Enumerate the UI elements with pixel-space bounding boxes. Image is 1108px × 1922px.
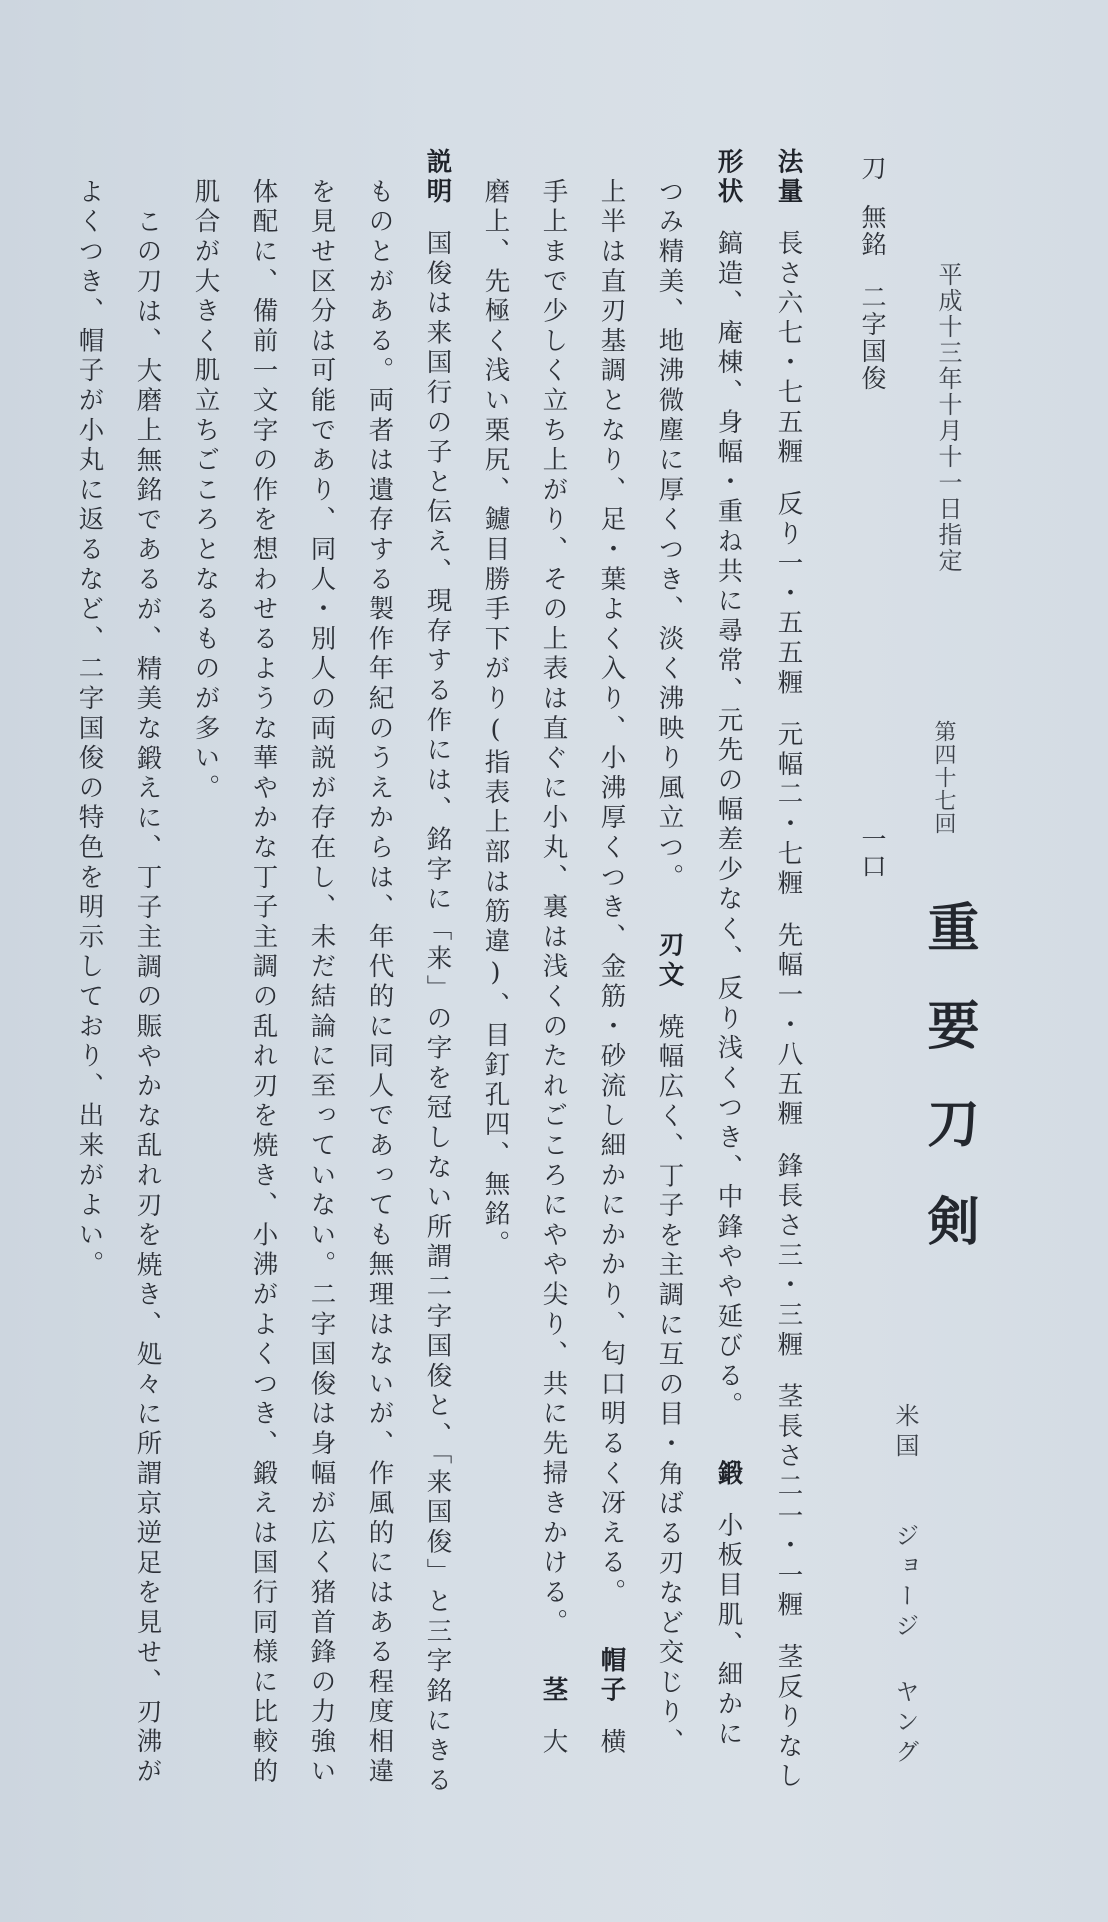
- nakago-text-2: 磨上、先極く浅い栗尻、鑢目勝手下がり(指表上部は筋違)、目釘孔四、無銘。: [480, 178, 511, 1260]
- hamon-text-1: 焼幅広く、丁子を主調に互の目・角ばる刃など交じり、: [654, 1012, 685, 1758]
- nakago-line: [480, 178, 511, 1260]
- owner: [893, 1403, 917, 1769]
- item-mei: 無銘: [858, 204, 887, 258]
- item-type: 刀: [858, 155, 887, 182]
- setsumei-line-2: ものとがある。両者は遺存する製作年紀のうえからは、年代的に同人であっても無理はないが、作風的にはある程度相違: [364, 178, 395, 1788]
- boshi-nakago-line: [538, 178, 569, 1758]
- horyo-nakago-length: 茎長さ二一・一糎: [773, 1382, 804, 1622]
- setsumei-label: 説明: [422, 148, 453, 208]
- horyo-motohaba: 元幅二・七糎: [773, 720, 804, 900]
- kitae-text-2: つみ精美、地沸微塵に厚くつき、淡く沸映り風立つ。: [654, 178, 685, 894]
- horyo-sori: 反り一・五五糎: [773, 490, 804, 699]
- setsumei-line-4: 体配に、備前一文字の作を想わせるような華やかな丁子主調の乱れ刃を焼き、小沸がよくつき、鍛えは国行同様に比較的: [248, 178, 279, 1788]
- kitae-hamon-line: [654, 178, 685, 1758]
- item-count: 一口: [858, 826, 887, 880]
- setsumei-line-7: よくつき、帽子が小丸に返るなど、二字国俊の特色を明示しており、出来がよい。: [74, 178, 105, 1281]
- setsumei-line-1: [422, 148, 453, 1797]
- owner-country: 米国: [891, 1403, 919, 1463]
- keijo-line: [713, 148, 744, 1750]
- nakago-label: 茎: [538, 1676, 569, 1707]
- keijo-text: 鎬造、庵棟、身幅・重ね共に尋常、元先の幅差少なく、反り浅くつき、中鋒やや延びる。: [713, 229, 744, 1422]
- item-attribution: 二字国俊: [858, 284, 887, 392]
- horyo-sakihaba: 先幅一・八五糎: [773, 921, 804, 1131]
- owner-first-name: ジョージ: [891, 1523, 919, 1643]
- kitae-label: 鍛: [713, 1459, 744, 1490]
- page-title: 重要刀剣: [918, 900, 979, 1292]
- designation-date: 平成十三年十月十一日指定: [934, 262, 962, 574]
- boshi-text-1: 横: [596, 1728, 627, 1758]
- hamon-label: 刃文: [654, 931, 685, 991]
- horyo-line: [773, 148, 804, 1793]
- session-number: 第四十七回: [931, 720, 956, 835]
- horyo-nakago-sori: 茎反りなし: [773, 1643, 804, 1793]
- boshi-text-2: 手上まで少しく立ち上がり、その上表は直ぐに小丸、裏は浅くのたれごころにやや尖り、共に先掃きかける。: [538, 178, 569, 1639]
- setsumei-line-5: 肌合が大きく肌立ちごころとなるものが多い。: [190, 178, 221, 804]
- hamon-boshi-line: [596, 178, 627, 1758]
- boshi-label: 帽子: [596, 1646, 627, 1707]
- item-heading: [860, 155, 885, 392]
- setsumei-line-6: この刀は、大磨上無銘であるが、精美な鍛えに、丁子主調の賑やかな乱れ刃を焼き、処々に所謂京逆足を見せ、刃沸が: [132, 208, 163, 1788]
- horyo-length: 長さ六七・七五糎: [773, 229, 804, 469]
- horyo-label: 法量: [773, 148, 804, 208]
- kitae-text-1: 小板目肌、細かに: [713, 1511, 744, 1750]
- setsumei-line-3: を見せ区分は可能であり、同人・別人の両説が存在し、未だ結論に至っていない。二字国俊は身幅が広く猪首鋒の力強い: [306, 178, 337, 1788]
- keijo-label: 形状: [713, 148, 744, 208]
- nakago-text-1: 大: [538, 1728, 569, 1758]
- setsumei-text: 国俊は来国行の子と伝え、現存する作には、銘字に「来」の字を冠しない所謂二字国俊と、「来国俊」と三字銘にきる: [422, 229, 453, 1797]
- owner-last-name: ヤング: [891, 1679, 919, 1769]
- hamon-text-2: 上半は直刃基調となり、足・葉よく入り、小沸厚くつき、金筋・砂流し細かにかかり、匂口明るく冴える。: [596, 178, 627, 1609]
- horyo-kissaki-length: 鋒長さ三・三糎: [773, 1152, 804, 1361]
